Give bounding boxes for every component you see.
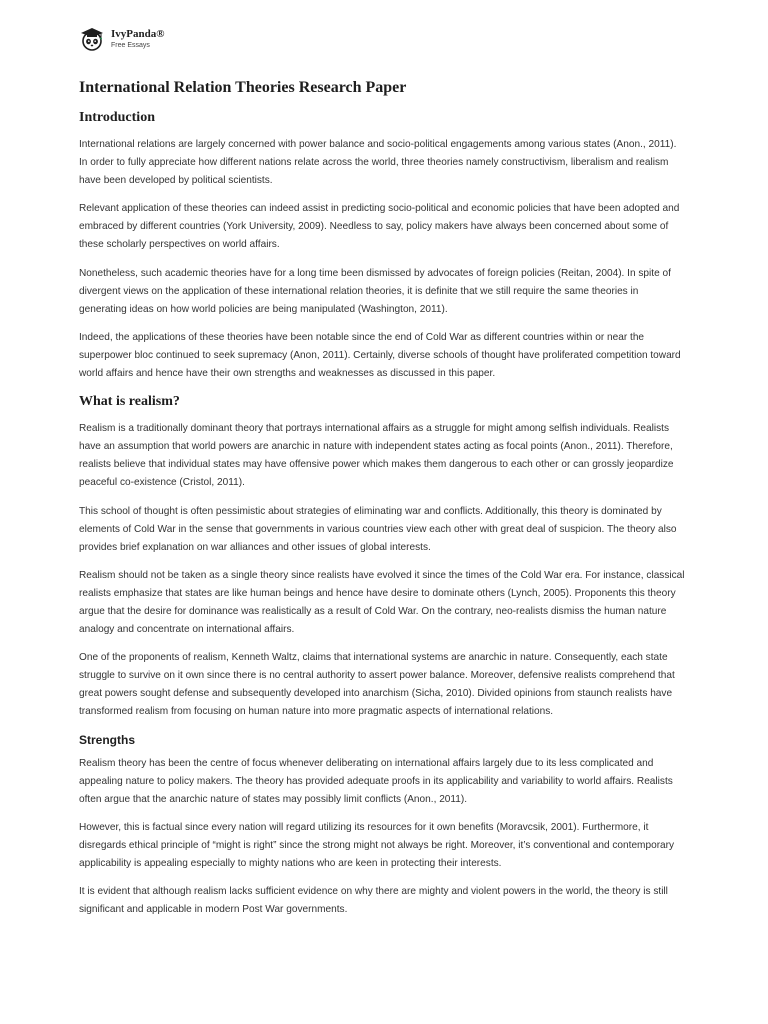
paragraph: Indeed, the applications of these theories have been notable since the end of Cold War as different countries within or near the superpower bloc continued to seek supremacy (Anon, 2011). Certainly, diverse schools of thought have proliferated competition toward world affairs and hence have their own strengths and weaknesses as discussed in this paper. (79, 331, 681, 380)
brand-logo[interactable] (79, 26, 164, 52)
panda-graduation-cap-icon (79, 26, 105, 52)
page-title: International Relation Theories Research Paper (79, 79, 407, 96)
section-heading-introduction: Introduction (79, 110, 155, 125)
brand-name: IvyPanda® (111, 28, 165, 40)
paragraph: Realism should not be taken as a single theory since realists have evolved it since the times of the Cold War era. For instance, classical realists emphasize that states are like human beings and hence have desire to dominate others (Lynch, 2005). Proponents this theory argue that the desire for dominance was realistically as a result of Cold War. On the contrary, neo-realists dismiss the human nature analogy and concentrate on international affairs. (79, 569, 685, 636)
paragraph: One of the proponents of realism, Kenneth Waltz, claims that international systems are anarchic in nature. Consequently, each state struggle to survive on it own since there is no central authority to assert power balance. Moreover, defensive realists comprehend that great powers sought defense and subsequently developed into anarchism (Sicha, 2010). Divided opinions from staunch realists have transformed realism from focusing on human nature into more pragmatic aspects of international relations. (79, 652, 675, 718)
section-heading-strengths: Strengths (79, 732, 136, 747)
article-content (79, 78, 687, 929)
paragraph: Realism theory has been the centre of focus whenever deliberating on international affairs largely due to its less complicated and appealing nature to policy makers. The theory has provided adequate proofs in its applicability and variability to world affairs. Realists often argue that the anarchic nature of states may possibly limit conflicts (Anon., 2011). (79, 757, 673, 805)
paragraph: However, this is factual since every nation will regard utilizing its resources for it own benefits (Moravcsik, 2001). Furthermore, it disregards ethical principle of “might is right” since the strong might not always be right. Moreover, it’s conventional and contemporary applicability is appealing especially to mighty nations who are keen in protecting their interests. (79, 821, 675, 869)
brand-tagline: Free Essays (111, 42, 150, 49)
paragraph: This school of thought is often pessimistic about strategies of eliminating war and conflicts. Additionally, this theory is dominated by elements of Cold War in the sense that governments in various countries view each other with great deal of suspicion. The theory also provides brief explanation on war alliances and other issues of global interests. (79, 505, 677, 553)
paragraph: Realism is a traditionally dominant theory that portrays international affairs as a struggle for might among selfish individuals. Realists have an assumption that world powers are anarchic in nature with independent states acting as focal points (Anon., 2011). Therefore, realists believe that individual states may have offensive power which makes them dangerous to each other or can grossly jeopardize peaceful co-existence (Cristol, 2011). (79, 423, 674, 489)
paragraph: It is evident that although realism lacks sufficient evidence on why there are mighty and violent powers in the world, the theory is still significant and applicable in modern Post War governments. (79, 886, 668, 916)
paragraph: International relations are largely concerned with power balance and socio-political engagements among various states (Anon., 2011). In order to fully appreciate how different nations relate across the world, three theories namely constructivism, liberalism and realism have been developed by political scientists. (79, 139, 677, 187)
brand-text (111, 29, 164, 49)
paragraph: Nonetheless, such academic theories have for a long time been dismissed by advocates of foreign policies (Reitan, 2004). In spite of divergent views on the application of these international relation theories, it is definite that we still require the same theories in generating ideas on how world policies are being manipulated (Washington, 2011). (79, 267, 671, 315)
section-heading-realism: What is realism? (79, 394, 180, 410)
paragraph: Relevant application of these theories can indeed assist in predicting socio-political and economic policies that have been adopted and embraced by different countries (York University, 2009). Needless to say, policy makers have always been concerned about some of these scholarly perspectives on world affairs. (79, 203, 680, 251)
